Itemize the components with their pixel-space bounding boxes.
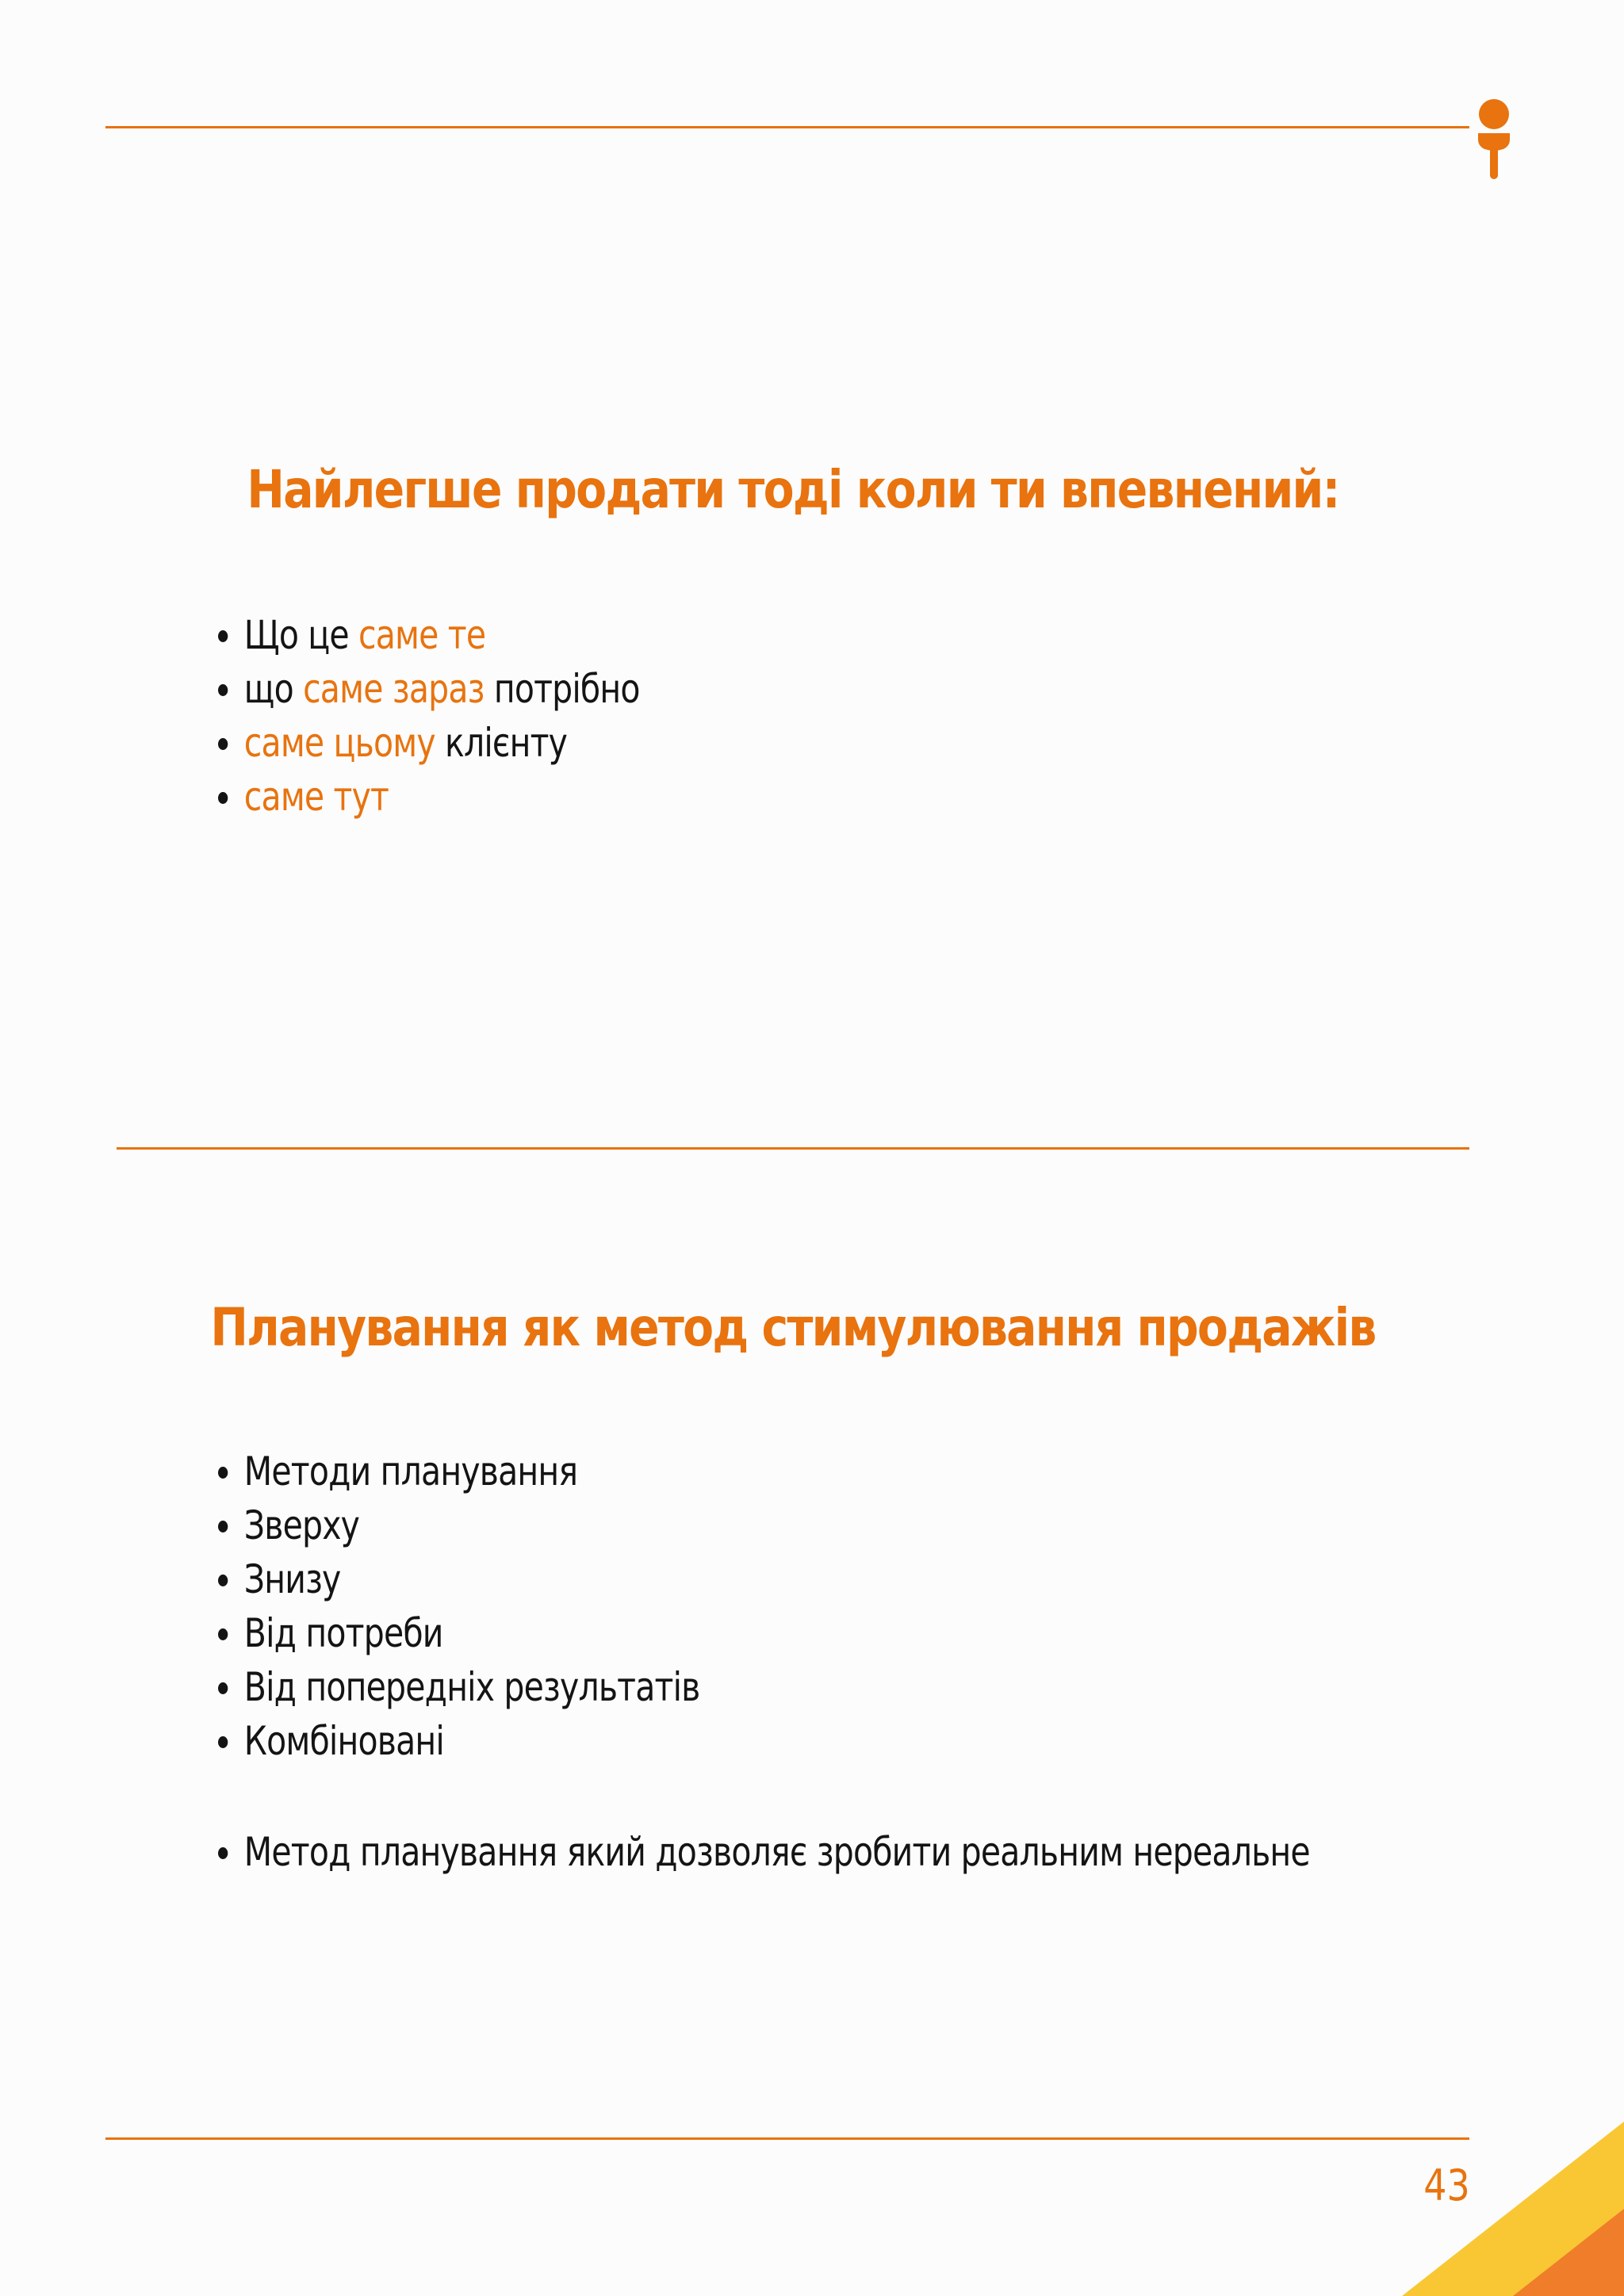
- list-item: Від попередніх результатів: [218, 1660, 700, 1714]
- list-item: Метод планування який дозволяє зробити реальним нереальне: [218, 1825, 1310, 1879]
- slide1-bullet-list: [218, 608, 640, 824]
- slide2-extra-bullet-list: [218, 1825, 1310, 1879]
- list-item: що саме зараз потрібно: [218, 662, 640, 716]
- list-item: Від потреби: [218, 1606, 700, 1660]
- top-divider: [105, 126, 1469, 128]
- page-number: 43: [1423, 2160, 1470, 2210]
- list-item: Комбіновані: [218, 1714, 700, 1768]
- person-pin-logo-icon: [1477, 98, 1511, 179]
- slide-divider: [117, 1147, 1469, 1150]
- corner-decoration: [1354, 2122, 1624, 2296]
- list-item: Методи планування: [218, 1445, 700, 1498]
- bottom-divider: [105, 2137, 1469, 2140]
- list-item: саме цьому клієнту: [218, 716, 640, 770]
- slide1-title: Найлегше продати тоді коли ти впевнений:: [247, 459, 1339, 520]
- slide2-title: Планування як метод стимулювання продажів: [210, 1297, 1376, 1358]
- list-item: Знизу: [218, 1552, 700, 1606]
- slide2-bullet-list: [218, 1445, 700, 1768]
- list-item: Що це саме те: [218, 608, 640, 662]
- list-item: Зверху: [218, 1498, 700, 1552]
- list-item: саме тут: [218, 770, 640, 824]
